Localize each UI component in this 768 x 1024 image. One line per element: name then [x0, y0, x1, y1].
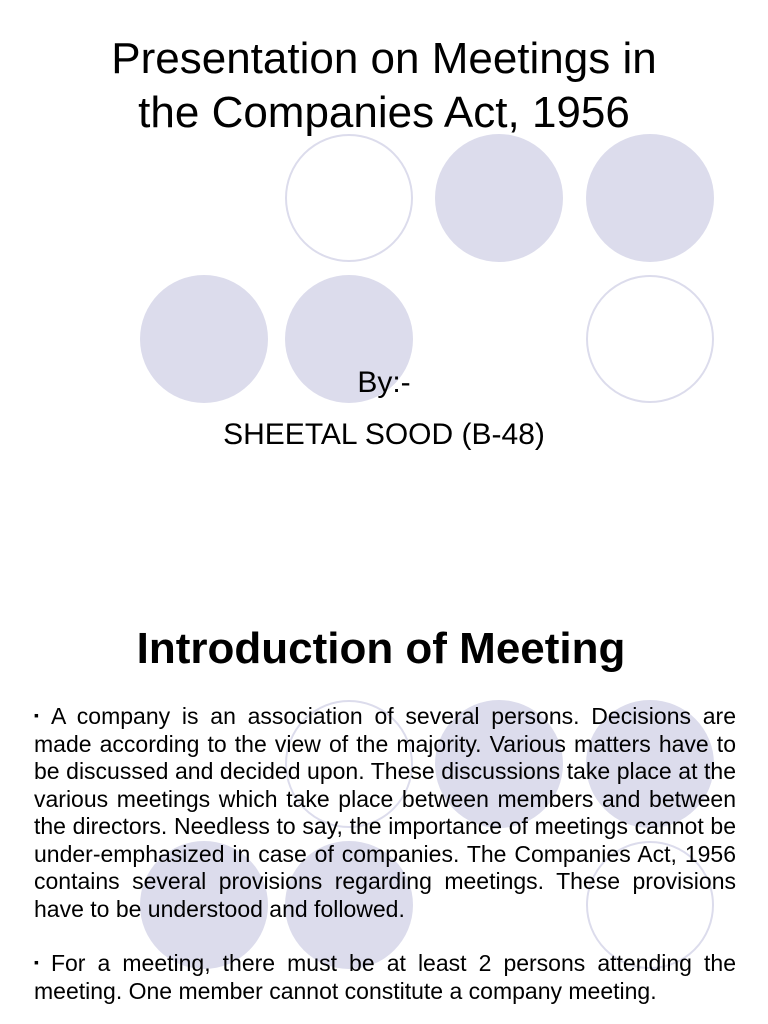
- title-line-2: the Companies Act, 1956: [138, 88, 630, 137]
- slide-title: Introduction of Meeting: [136, 624, 626, 673]
- square-bullet-icon: ▪: [34, 707, 39, 723]
- square-bullet-icon: ▪: [34, 954, 39, 970]
- presentation-title: [0, 32, 768, 140]
- bullet-list: [34, 702, 736, 1024]
- bullet-item: [34, 702, 736, 923]
- decorative-circle-filled: [435, 134, 563, 262]
- author-name: SHEETAL SOOD (B-48): [223, 418, 545, 451]
- bullet-text: A company is an association of several persons. Decisions are made according to the view of the majority. Various matters have to be discussed and decided upon. These discussions take place at the various meetings which take place between members and between the directors. Needless to say, the importance of meetings cannot be under-emphasized in case of companies. The Companies Act, 1956 contains several provisions regarding meetings. These provisions have to be understood and followed.: [34, 703, 736, 922]
- bullet-text: For a meeting, there must be at least 2 persons attending the meeting. One member cannot constitute a company meeting.: [34, 950, 736, 1004]
- decorative-circle-outline: [285, 134, 413, 262]
- bullet-item: [34, 949, 736, 1005]
- introduction-slide: [0, 566, 768, 1024]
- title-line-1: Presentation on Meetings in: [111, 34, 657, 83]
- decorative-circle-filled: [586, 134, 714, 262]
- by-label: By:-: [357, 366, 411, 399]
